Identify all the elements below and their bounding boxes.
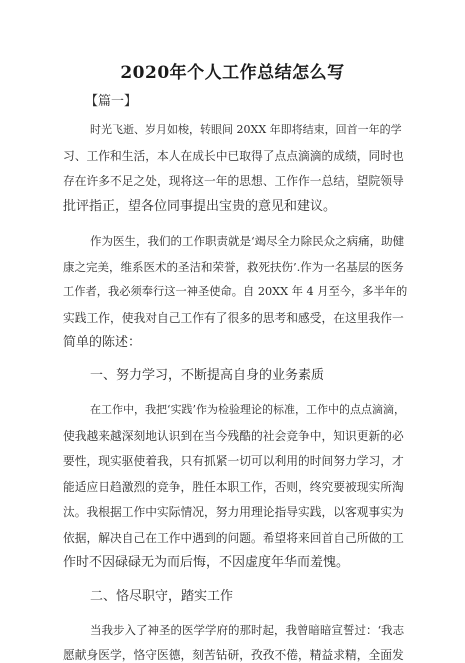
paragraph-line: 工作者，我必须奉行这一神圣使命。自 20XX 年 4 月至今，多半年的 [63, 285, 408, 298]
paragraph-line: 能适应日趋激烈的竞争，胜任本职工作，否则，终究要被现实所淘 [63, 480, 404, 494]
paragraph-line: 要性，现实驱使着我，只有抓紧一切可以利用的时间努力学习，才 [63, 454, 404, 468]
paragraph-line: 作为医生，我们的工作职责就是‘竭尽全力除民众之病痛，助健 [90, 234, 405, 248]
section-heading: 二、恪尽职守，踏实工作 [90, 589, 234, 604]
paragraph-line: 在工作中，我把‘实践’作为检验理论的标准，工作中的点点滴滴， [90, 403, 405, 416]
paragraph-line: 习、工作和生活，本人在成长中已取得了点点滴滴的成绩，同时也 [63, 149, 404, 163]
document-title: 2020年个人工作总结怎么写 [120, 63, 345, 83]
paragraph-line: 作时不因碌碌无为而后悔，不因虚度年华而羞愧。 [63, 555, 350, 570]
paragraph-line: 时光飞逝、岁月如梭，转眼间 20XX 年即将结束，回首一年的学 [90, 123, 402, 136]
paragraph-line: 简单的陈述： [63, 335, 142, 350]
paragraph-line: 当我步入了神圣的医学学府的那时起，我曾暗暗宣誓过：‘我志 [90, 623, 405, 637]
paragraph-line: 汰。我根据工作中实际情况，努力用理论指导实践，以客观事实为 [63, 505, 404, 519]
paragraph-line: 使我越来越深刻地认识到在当今残酷的社会竞争中，知识更新的必 [63, 429, 404, 443]
paragraph-line: 依据，解决自己在工作中遇到的问题。希望将来回首自己所做的工 [63, 531, 404, 545]
paragraph-line: 批评指正，望各位同事提出宝贵的意见和建议。 [63, 199, 337, 214]
paragraph-line: 康之完美，维系医术的圣洁和荣誉，救死扶伤’.作为一名基层的医务 [63, 260, 404, 274]
paragraph-line: 实践工作，使我对自己工作有了很多的思考和感受，在这里我作一 [63, 311, 404, 325]
paragraph-line: 存在许多不足之处，现将这一年的思想、工作作一总结，望院领导 [63, 174, 404, 188]
section-tag: 【篇一】 [85, 94, 138, 109]
paragraph-line: 愿献身医学，恪守医德，刻苦钻研，孜孜不倦，精益求精，全面发 [63, 648, 404, 662]
section-heading: 一、努力学习，不断提高自身的业务素质 [90, 368, 325, 383]
